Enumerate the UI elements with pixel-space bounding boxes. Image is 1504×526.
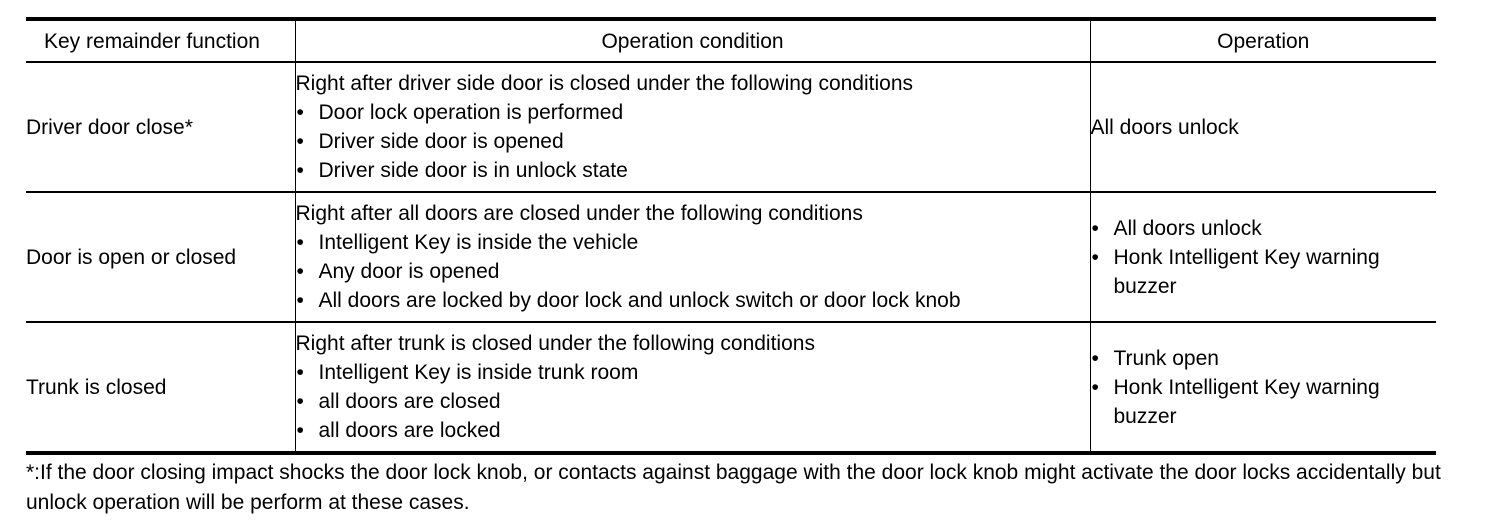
condition-text: All doors are locked by door lock and unlock switch or door lock knob bbox=[318, 289, 961, 312]
condition-intro: Right after driver side door is closed under the following conditions bbox=[295, 72, 914, 95]
condition-text: Any door is opened bbox=[318, 260, 500, 283]
condition-text: all doors are locked bbox=[318, 419, 501, 442]
condition-intro: Right after all doors are closed under the following conditions bbox=[295, 202, 863, 225]
bullet-glyph: • bbox=[1091, 216, 1099, 240]
operation-text: All doors unlock bbox=[1113, 216, 1262, 240]
header-operation: Operation bbox=[1090, 19, 1436, 62]
condition-list bbox=[296, 358, 1090, 445]
list-item bbox=[1091, 243, 1437, 301]
list-item bbox=[296, 228, 1090, 257]
condition-text: Driver side door is in unlock state bbox=[318, 159, 628, 182]
operation-text: Honk Intelligent Key warning buzzer bbox=[1113, 375, 1380, 428]
bullet-glyph: • bbox=[1091, 245, 1099, 269]
condition-text: Intelligent Key is inside the vehicle bbox=[318, 231, 639, 254]
operation-cell bbox=[1090, 322, 1436, 453]
condition-intro: Right after trunk is closed under the following conditions bbox=[295, 332, 815, 355]
function-cell: Trunk is closed bbox=[26, 375, 167, 399]
footnote: *:If the door closing impact shocks the door lock knob, or contacts against baggage with the door lock knob might activate the door locks accidentally but unlock operation will be perform at these cases. bbox=[26, 461, 1441, 514]
list-item bbox=[1091, 214, 1437, 243]
operation-list bbox=[1091, 344, 1437, 431]
key-remainder-table bbox=[26, 17, 1436, 455]
condition-list bbox=[296, 98, 1090, 185]
header-operation-condition: Operation condition bbox=[295, 19, 1090, 62]
condition-list bbox=[296, 228, 1090, 315]
list-item bbox=[1091, 373, 1437, 431]
condition-text: Driver side door is opened bbox=[318, 130, 564, 153]
list-item bbox=[296, 358, 1090, 387]
bullet-glyph: • bbox=[296, 361, 304, 384]
operation-text: Honk Intelligent Key warning buzzer bbox=[1113, 245, 1380, 298]
table-row bbox=[26, 62, 1436, 192]
bullet-glyph: • bbox=[296, 419, 304, 442]
bullet-glyph: • bbox=[296, 260, 304, 283]
condition-text: all doors are closed bbox=[318, 390, 501, 413]
bullet-glyph: • bbox=[296, 289, 304, 312]
condition-text: Intelligent Key is inside trunk room bbox=[318, 361, 639, 384]
bullet-glyph: • bbox=[1091, 375, 1099, 399]
list-item bbox=[296, 156, 1090, 185]
operation-text: All doors unlock bbox=[1090, 115, 1239, 139]
list-item bbox=[296, 98, 1090, 127]
header-key-remainder-function: Key remainder function bbox=[44, 29, 260, 53]
list-item bbox=[1091, 344, 1437, 373]
operation-cell bbox=[1090, 192, 1436, 322]
bullet-glyph: • bbox=[1091, 346, 1099, 370]
table-row bbox=[26, 192, 1436, 322]
operation-text: Trunk open bbox=[1113, 346, 1219, 370]
bullet-glyph: • bbox=[296, 159, 304, 182]
function-cell: Driver door close* bbox=[26, 115, 193, 139]
condition-cell bbox=[295, 62, 1090, 192]
function-cell: Door is open or closed bbox=[26, 245, 237, 269]
condition-text: Door lock operation is performed bbox=[318, 101, 624, 124]
bullet-glyph: • bbox=[296, 130, 304, 153]
list-item bbox=[296, 286, 1090, 315]
list-item bbox=[296, 416, 1090, 445]
operation-cell bbox=[1090, 62, 1436, 192]
list-item bbox=[296, 127, 1090, 156]
condition-cell bbox=[295, 192, 1090, 322]
table-row bbox=[26, 322, 1436, 453]
operation-list bbox=[1091, 214, 1437, 301]
list-item bbox=[296, 257, 1090, 286]
bullet-glyph: • bbox=[296, 101, 304, 124]
document-sheet bbox=[26, 17, 1436, 455]
table-header-row bbox=[26, 19, 1436, 62]
bullet-glyph: • bbox=[296, 231, 304, 254]
list-item bbox=[296, 387, 1090, 416]
bullet-glyph: • bbox=[296, 390, 304, 413]
condition-cell bbox=[295, 322, 1090, 453]
